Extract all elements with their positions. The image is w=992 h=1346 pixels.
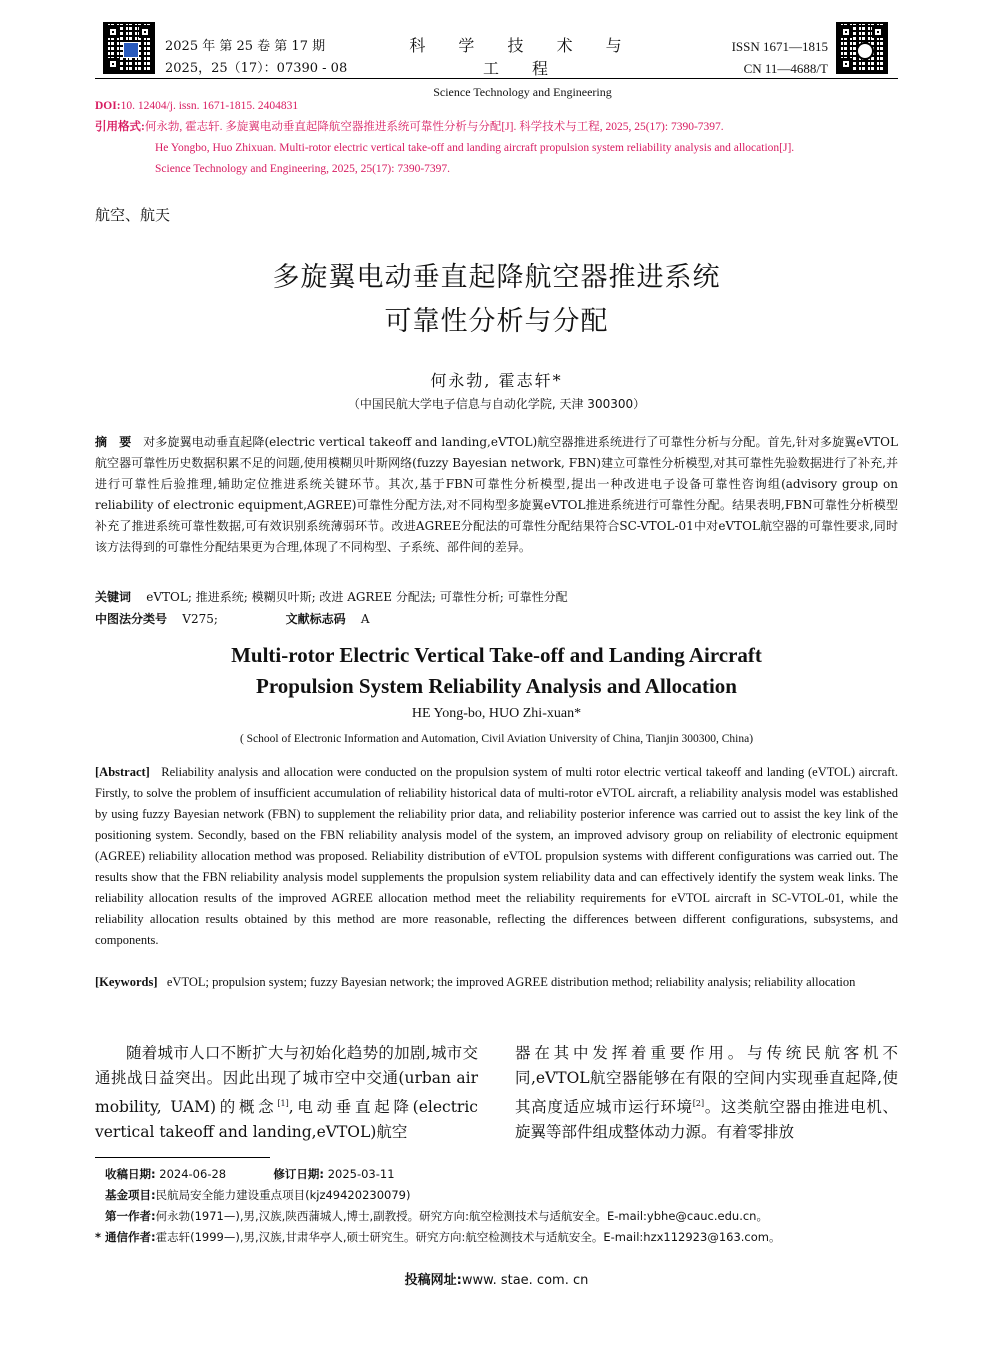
footnotes — [95, 1164, 898, 1248]
clc-value: V275; — [182, 612, 218, 626]
title-cn — [95, 256, 898, 344]
title-en-line-2: Propulsion System Reliability Analysis and Allocation — [256, 674, 737, 698]
abstract-en — [95, 762, 898, 951]
abstract-cn-text: 对多旋翼电动垂直起降(electric vertical takeoff and landing,eVTOL)航空器推进系统进行了可靠性分析与分配。首先,针对多旋翼eVTOL航空器可靠性历史数据积累不足的问题,使用模糊贝叶斯网络(fuzzy Bayesian network, FBN)建立可靠性分析模型,对其可靠性先验数据进行了补充,并进行可靠性后验推理,辅助定位推进系统关键环节。其次,基于FBN可靠性分析模型,提出一种改进电子设备可靠性咨询组(advisory group on reliability of electronic equipment,AGREE)可靠性分配方法,对不同构型多旋翼eVTOL推进系统进行可靠性分配。结果表明,FBN可靠性分析模型补充了推进系统可靠性数据,可有效识别系统薄弱环节。改进AGREE分配法的可靠性分配结果符合SC-VTOL-01中对eVTOL航空器的可靠性要求,同时该方法得到的可靠性分配结果更为合理,体现了不同构型、子系统、部件间的差异。 — [95, 435, 898, 554]
issue-cn: 2025 年 第 25 卷 第 17 期 — [165, 39, 326, 54]
title-cn-line-1: 多旋翼电动垂直起降航空器推进系统 — [272, 262, 721, 293]
body-left-text-2: ,电动垂直起降(electric vertical takeoff and landing,eVTOL)航空 — [95, 1098, 478, 1142]
doi[interactable]: 10. 12404/j. issn. 1671-1815. 2404831 — [120, 100, 299, 112]
title-cn-line-2: 可靠性分析与分配 — [384, 306, 609, 337]
doc-code-value: A — [360, 612, 370, 626]
citation-block — [95, 96, 905, 180]
journal-name — [395, 33, 650, 100]
body-column-right — [515, 1041, 898, 1145]
citation-format-en-2: Science Technology and Engineering, 2025, 25(17): 7390-7397. — [155, 163, 451, 175]
issue-info — [165, 36, 347, 80]
body-right-text: 器在其中发挥着重要作用。与传统民航客机不同,eVTOL航空器能够在有限的空间内实现垂直起降,使其高度适应城市运行环境 — [515, 1044, 898, 1117]
citation-format-cn: 何永勃, 霍志轩. 多旋翼电动垂直起降航空器推进系统可靠性分析与分配[J]. 科学技术与工程, 2025, 25(17): 7390-7397. — [144, 121, 724, 133]
title-en — [95, 640, 898, 702]
header-rule — [95, 78, 898, 79]
title-en-line-1: Multi-rotor Electric Vertical Take-off and Landing Aircraft — [231, 643, 762, 667]
keywords-en-text: eVTOL; propulsion system; fuzzy Bayesian network; the improved AGREE distribution method; reliability analysis; reliability allocation — [166, 975, 856, 989]
keywords-en-label: [Keywords] — [95, 975, 158, 989]
abstract-en-text: Reliability analysis and allocation were conducted on the propulsion system of multi rotor electric vertical takeoff and landing (eVTOL) aircraft. Firstly, to solve the problem of insufficient accumulation of reliability historical data of multi-rotor eVTOL aircraft, a reliability analysis model was established by using fuzzy Bayesian network (FBN) to supplement the reliability prior data, and reliability posterior inference was carried out to assist the key link of the positioning system. Secondly, based on the FBN reliability analysis model of the system, an improved advisory group on reliability of electronic equipment (AGREE) reliability allocation method was proposed. Reliability distribution of eVTOL propulsion systems with different configurations was carried out. The results show that the FBN reliability analysis model supplements the propulsion system reliability data and can effectively identify the system weak links. The reliability allocation results of the improved AGREE allocation method meet the reliability requirements for eVTOL aircraft in SC-VTOL-01, while the reliability allocation results obtained by this method are more reasonable, reflecting the differences between different configurations, subsystems, and components. — [95, 765, 899, 947]
revised-date: 2025-03-11 — [327, 1167, 395, 1181]
corresponding-author-label: * 通信作者: — [95, 1230, 156, 1244]
ref-2[interactable]: [2] — [692, 1099, 705, 1108]
qr-code-left — [103, 22, 155, 74]
body-column-left — [95, 1041, 478, 1145]
submission-site — [95, 1269, 898, 1288]
abstract-cn — [95, 432, 898, 558]
submit-url[interactable]: www. stae. com. cn — [461, 1273, 589, 1288]
qr-code-right — [836, 22, 888, 74]
body-left-text: 随着城市人口不断扩大与初始化趋势的加剧,城市交通挑战日益突出。因此出现了城市空中交通(urban air mobility, UAM)的概念 — [95, 1044, 478, 1117]
journal-cn: 科 学 技 术 与 工 程 — [409, 36, 636, 78]
keywords-en — [95, 972, 898, 993]
issue-num: 2025，25（17）：07390 - 08 — [165, 61, 348, 76]
citation-format-label: 引用格式: — [95, 121, 145, 133]
footnote-rule — [95, 1157, 270, 1158]
doc-code-label: 文献标志码 — [285, 612, 346, 626]
affiliation-en: ( School of Electronic Information and Automation, Civil Aviation University of China, Tianjin 300300, China) — [239, 733, 754, 745]
journal-ids — [700, 36, 828, 80]
keywords-cn — [95, 586, 898, 608]
section-label: 航空、航天 — [95, 206, 171, 224]
authors-cn: 何永勃, 霍志轩* — [430, 371, 563, 390]
classification — [95, 608, 898, 630]
ref-1[interactable]: [1] — [277, 1099, 289, 1108]
first-author-text: 何永勃(1971—),男,汉族,陕西蒲城人,博士,副教授。研究方向:航空检测技术与适航安全。E-mail:ybhe@cauc.edu.cn。 — [155, 1209, 768, 1223]
journal-en: Science Technology and Engineering — [433, 85, 612, 99]
first-author-label: 第一作者: — [105, 1209, 156, 1223]
corresponding-author-text: 霍志轩(1999—),男,汉族,甘肃华亭人,硕士研究生。研究方向:航空检测技术与适航安全。E-mail:hzx112923@163.com。 — [155, 1230, 781, 1244]
received-label: 收稿日期: — [105, 1167, 156, 1181]
authors-en: HE Yong-bo, HUO Zhi-xuan* — [411, 706, 582, 721]
affiliation-cn: （中国民航大学电子信息与自动化学院, 天津 300300） — [347, 397, 646, 411]
doi-label: DOI: — [95, 100, 121, 112]
fund-text: 民航局安全能力建设重点项目(kjz49420230079) — [155, 1188, 411, 1202]
issn: ISSN 1671—1815 — [731, 39, 828, 54]
fund-label: 基金项目: — [105, 1188, 156, 1202]
abstract-en-label: [Abstract] — [95, 765, 150, 779]
abstract-cn-label: 摘 要 — [95, 435, 132, 449]
citation-format-en-1: He Yongbo, Huo Zhixuan. Multi-rotor electric vertical take-off and landing aircraft propulsion system reliability analysis and allocation[J]. — [155, 142, 795, 154]
body-right-text-2: 。这类航空器由推进电机、旋翼等部件组成整体动力源。有着零排放 — [515, 1098, 898, 1142]
submit-label: 投稿网址: — [404, 1273, 462, 1288]
revised-label: 修订日期: — [273, 1167, 325, 1181]
cn-number: CN 11—4688/T — [743, 61, 828, 76]
clc-label: 中图法分类号 — [95, 612, 168, 626]
received-date: 2024-06-28 — [159, 1167, 227, 1181]
keywords-cn-text: eVTOL; 推进系统; 模糊贝叶斯; 改进 AGREE 分配法; 可靠性分析; 可靠性分配 — [146, 590, 568, 604]
keywords-cn-label: 关键词 — [95, 590, 132, 604]
